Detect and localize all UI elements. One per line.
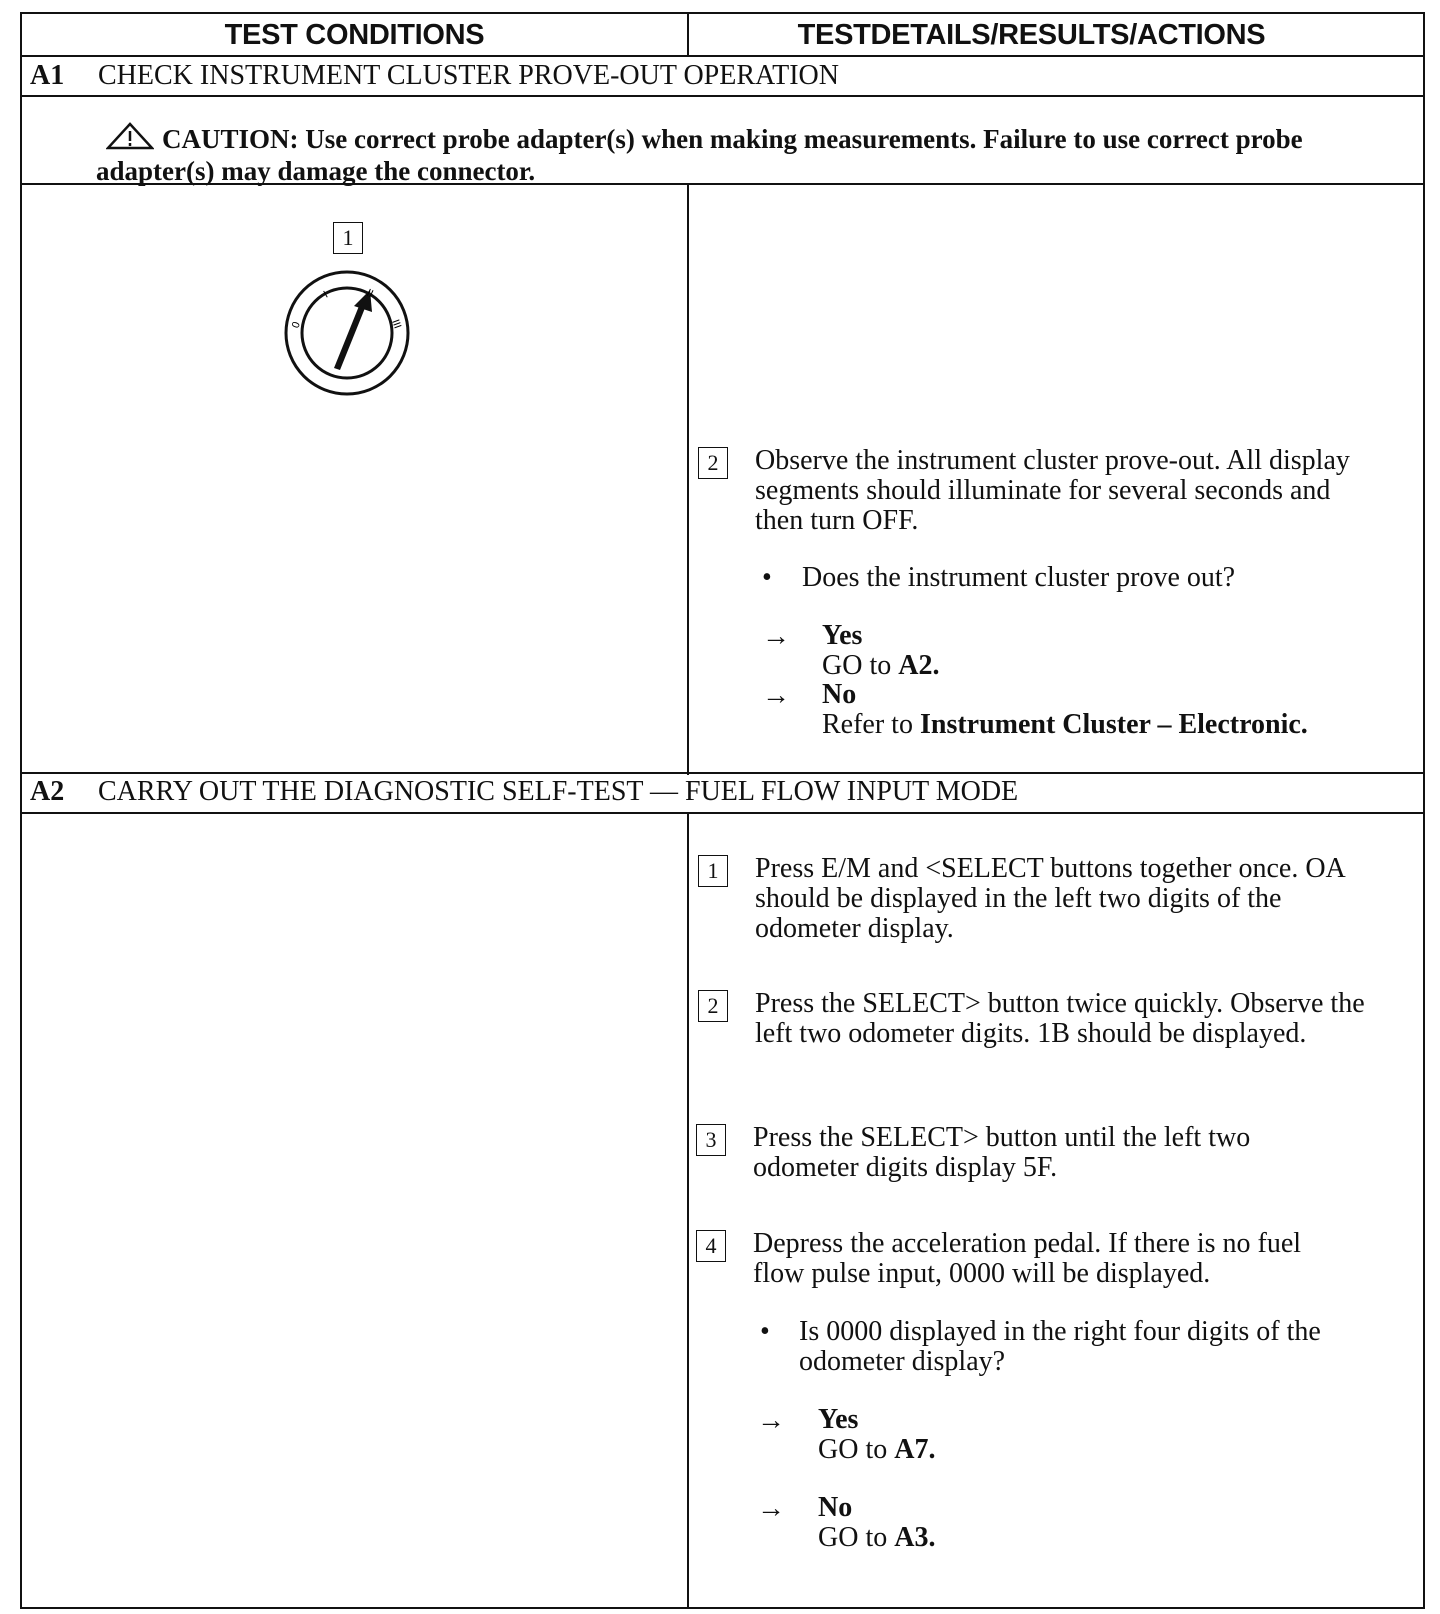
warning-triangle-icon: [106, 122, 154, 156]
caution-text: Use correct probe adapter(s) when making measurements. Failure to use correct probe adapter(s) may damage the connector.: [96, 124, 1303, 186]
a2-no-action-pre: GO to: [818, 1522, 888, 1553]
a2-step-3-text: Press the SELECT> button until the left two odometer digits display 5F.: [753, 1122, 1251, 1183]
a2-no-target: A3.: [894, 1522, 936, 1553]
header-rule: [22, 55, 1423, 57]
a2-question: Is 0000 displayed in the right four digits of the odometer display?: [799, 1316, 1321, 1377]
ignition-pos-2: II: [364, 287, 375, 301]
caution-label: CAUTION:: [162, 124, 299, 154]
section-a1-id: A1: [30, 60, 65, 91]
a1-question: Does the instrument cluster prove out?: [802, 562, 1236, 593]
a1-step-2-number: 2: [698, 447, 728, 479]
a1-yes-target: A2.: [898, 650, 940, 681]
a1-column-divider: [687, 183, 689, 775]
a1-yes-arrow-icon: →: [762, 621, 790, 652]
a2-step-2-text: Press the SELECT> button twice quickly. Observe the left two odometer digits. 1B should be displayed.: [755, 988, 1365, 1049]
a1-no-target: Instrument Cluster – Electronic.: [919, 709, 1308, 740]
a1-step-2-text: Observe the instrument cluster prove-out. All display segments should illuminate for several seconds and then turn OFF.: [755, 445, 1350, 536]
a1-yes-label: Yes: [822, 620, 863, 651]
header-test-details: TESTDETAILS/RESULTS/ACTIONS: [797, 19, 1266, 51]
a2-no-action: [818, 1523, 935, 1553]
a2-yes-target: A7.: [894, 1434, 936, 1465]
a2-yes-action-pre: GO to: [818, 1434, 888, 1465]
section-a2-text: CARRY OUT THE DIAGNOSTIC SELF-TEST — FUEL FLOW INPUT MODE: [98, 776, 1019, 807]
a2-step-4-text: Depress the acceleration pedal. If there is no fuel flow pulse input, 0000 will be displayed.: [753, 1228, 1302, 1289]
a2-step-2-number: 2: [698, 990, 728, 1022]
diagnostic-table: [20, 12, 1425, 1609]
a2-column-divider: [687, 812, 689, 1609]
caution-note: [96, 122, 1396, 186]
a1-left-step-number: 1: [333, 222, 363, 254]
a1-yes-action: [822, 651, 939, 681]
a1-bullet-icon: •: [762, 562, 772, 593]
a2-title-rule: [22, 812, 1423, 814]
section-a2-title: [30, 774, 1018, 810]
a2-no-label: No: [818, 1492, 853, 1523]
a2-bullet-icon: •: [760, 1316, 770, 1347]
header-test-conditions: TEST CONDITIONS: [224, 19, 485, 51]
a1-no-action: [822, 710, 1308, 740]
a2-step-3-number: 3: [696, 1124, 726, 1156]
section-a1-title: [30, 58, 839, 94]
a2-yes-arrow-icon: →: [757, 1405, 785, 1436]
section-a1-text: CHECK INSTRUMENT CLUSTER PROVE-OUT OPERATION: [98, 60, 840, 91]
ignition-pos-0: 0: [290, 320, 303, 331]
a2-yes-action: [818, 1435, 935, 1465]
a2-step-1-text: Press E/M and <SELECT buttons together once. OA should be displayed in the left two digits of the odometer display.: [755, 853, 1345, 944]
a2-yes-label: Yes: [818, 1404, 859, 1435]
a2-no-arrow-icon: →: [757, 1493, 785, 1524]
ignition-pos-1: I: [322, 289, 331, 301]
a2-step-1-number: 1: [698, 855, 728, 887]
section-a2-id: A2: [30, 776, 65, 807]
caution-rule: [22, 183, 1423, 185]
ignition-pos-3: III: [389, 318, 403, 331]
a1-no-arrow-icon: →: [762, 680, 790, 711]
header-divider: [687, 14, 689, 57]
a2-step-4-number: 4: [696, 1230, 726, 1262]
a1-no-label: No: [822, 679, 857, 710]
a1-title-rule: [22, 95, 1423, 97]
a1-yes-action-pre: GO to: [822, 650, 892, 681]
a1-no-action-pre: Refer to: [822, 709, 913, 740]
ignition-switch-icon: [282, 268, 412, 398]
